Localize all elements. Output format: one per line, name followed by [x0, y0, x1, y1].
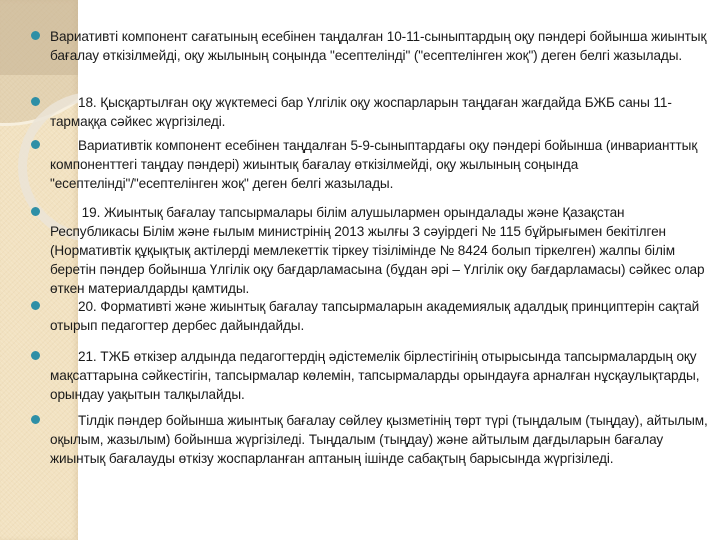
bullet-text: Тілдік пәндер бойынша жиынтық бағалау сөйлеу қызметінің төрт түрі (тыңдалым (тыңдау), айтылым, оқылым, жазылым) бойынша жүргізіледі. Тыңдалым (тыңдау) және айтылым дағдыларын бағалау жиынтық бағалауды өткізу жоспарланған аптаның ішінде сабақтың барысында жүргізіледі.	[50, 413, 708, 466]
bullet-dot-icon	[31, 97, 40, 106]
bullet-text: 21. ТЖБ өткізер алдында педагогтердің әдістемелік бірлестігінің отырысында тапсырмалардың оқу мақсаттарына сәйкестігін, тапсырмалар көлемін, тапсырмаларды орындауға арналған нұсқаулықтарды, орындау уақытын талқылайды.	[50, 349, 700, 402]
bullet-item	[50, 27, 714, 65]
bullet-item	[50, 93, 714, 131]
bullet-text: Вариативтік компонент есебінен таңдалған 5-9-сыныптардағы оқу пәндері бойынша (инварианттық компоненттегі таңдау пәндері) жиынтық бағалау өткізілмейді, оқу жылының соңында "есептелінді"/"есептелінген жоқ" деген белгі жазылады.	[50, 138, 698, 191]
bullet-text: 19. Жиынтық бағалау тапсырмалары білім алушылармен орындалады және Қазақстан Республикасы Білім және ғылым министрінің 2013 жылғы 3 сәуірдегі № 115 бұйрығымен бекітілген (Нормативтік құқықтық актілерді мемлекеттік тіркеу тізілімінде № 8424 болып тіркелген) жалпы білім беретін пәндер бойынша Үлгілік оқу бағдарламасына (бұдан әрі – Үлгілік оқу бағдарламасы) сәйкес олар өткен материалдарды қамтиды.	[50, 205, 705, 296]
bullet-dot-icon	[31, 301, 40, 310]
bullet-text: Вариативті компонент сағатының есебінен таңдалған 10-11-сыныптардың оқу пәндері бойынша жиынтық бағалау өткізілмейді, оқу жылының соңында "есептелінді" ("есептелінген жоқ") деген белгі жазылады.	[50, 29, 707, 63]
bullet-dot-icon	[31, 207, 40, 216]
bullet-item	[50, 136, 714, 193]
bullet-item	[50, 203, 714, 298]
bullet-dot-icon	[31, 351, 40, 360]
bullet-dot-icon	[31, 140, 40, 149]
bullet-text: 18. Қысқартылған оқу жүктемесі бар Үлгілік оқу жоспарларын таңдаған жағдайда БЖБ саны 11-тармаққа сәйкес жүргізіледі.	[50, 95, 672, 129]
bullet-item	[50, 411, 714, 468]
bullet-dot-icon	[31, 31, 40, 40]
bullet-text: 20. Формативті және жиынтық бағалау тапсырмаларын академиялық адалдық принциптерін сақтай отырып педагогтер дербес дайындайды.	[50, 299, 700, 333]
bullet-item	[50, 297, 714, 335]
bullet-dot-icon	[31, 415, 40, 424]
bullet-item	[50, 347, 714, 404]
